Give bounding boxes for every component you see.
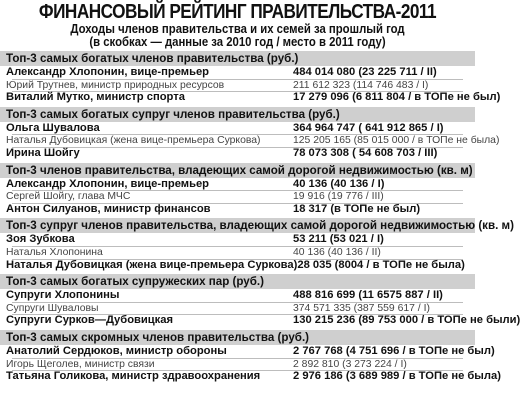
section-rows [0, 233, 475, 271]
table-row [6, 234, 469, 246]
row-name: Наталья Дубовицкая (жена вице-премьера Суркова) [6, 135, 261, 147]
page-title: ФИНАНСОВЫЙ РЕЙТИНГ ПРАВИТЕЛЬСТВА-2011 [38, 1, 437, 23]
section-heading: Топ-3 членов правительства, владеющих самой дорогой недвижимостью (кв. м) [0, 163, 475, 178]
row-name: Ольга Шувалова [6, 121, 100, 134]
row-name: Александр Хлопонин, вице-премьер [6, 66, 210, 78]
table-row [6, 303, 469, 315]
table-row [6, 148, 469, 160]
section-heading: Топ-3 самых скромных членов правительства (руб.) [0, 330, 475, 345]
row-value: 18 317 (в ТОПе не был) [293, 202, 421, 215]
table-row [6, 247, 469, 259]
row-name: Игорь Щеголев, министр связи [6, 358, 155, 370]
row-value: 53 211 (53 021 / I) [293, 233, 384, 246]
table-row [6, 344, 495, 358]
section-rows [0, 178, 475, 216]
row-name: Александр Хлопонин, вице-премьер [6, 177, 210, 190]
table-row [6, 191, 469, 203]
row-name: Супруги Хлопонины [6, 289, 120, 302]
section-rows [0, 344, 501, 383]
table-row [6, 67, 469, 79]
row-name: Супруги Шуваловы [6, 302, 99, 314]
row-value: 40 136 (40 136 / I) [293, 177, 385, 190]
table-row [6, 359, 469, 371]
table-row [6, 80, 469, 92]
row-name: Виталий Мутко, министр спорта [6, 91, 185, 104]
row-value: 374 571 335 (387 559 617 / I) [293, 302, 430, 314]
subtitle-line-1: Доходы членов правительства и их семей за прошлый год [70, 21, 405, 36]
row-name: Анатолий Сердюков, министр обороны [6, 344, 227, 357]
table-row [6, 91, 501, 104]
row-value: 364 964 747 ( 641 912 865 / I) [293, 121, 444, 134]
rating-sections [0, 51, 520, 383]
row-value: 2 767 768 (4 751 696 / в ТОПе не был) [293, 344, 495, 357]
row-value: 40 136 (40 136 / II) [293, 246, 381, 258]
section-heading: Топ-3 самых богатых супруг членов правительства (руб.) [0, 107, 475, 122]
row-name: Сергей Шойгу, глава МЧС [6, 191, 131, 203]
table-row [6, 123, 469, 135]
table-row [6, 135, 500, 147]
section-rows [0, 66, 501, 104]
row-name: Ирина Шойгу [6, 146, 80, 159]
row-name: Супруги Сурков—Дубовицкая [6, 314, 174, 327]
row-value: 2 892 810 (3 273 224 / I) [293, 358, 407, 370]
row-value: 28 035 (8004 / в ТОПе не была) [297, 258, 465, 271]
row-name: Антон Силуанов, министр финансов [6, 202, 211, 215]
row-value: 125 205 165 (85 015 000 / в ТОПе не была) [293, 135, 500, 147]
subtitle-line-2: (в скобках — данные за 2010 год / место в 2011 году) [89, 34, 386, 49]
section-heading: Топ-3 супруг членов правительства, владеющих самой дорогой недвижимостью (кв. м) [0, 218, 475, 233]
section-heading: Топ-3 самых богатых супружеских пар (руб.) [0, 274, 475, 289]
section-rows [0, 289, 520, 327]
section-heading: Топ-3 самых богатых членов правительства (руб.) [0, 51, 475, 66]
row-value: 78 073 308 ( 54 608 703 / III) [293, 146, 438, 159]
row-name: Зоя Зубкова [6, 233, 75, 246]
row-value: 19 916 (19 776 / III) [293, 191, 384, 203]
row-value: 130 215 236 (89 753 000 / в ТОПе не были) [293, 314, 520, 327]
row-name: Наталья Хлопонина [6, 246, 103, 258]
table-row [6, 260, 469, 272]
row-name: Юрий Трутнев, министр природных ресурсов [6, 79, 225, 91]
row-value: 2 976 186 (3 689 989 / в ТОПе не была) [293, 370, 501, 383]
row-value: 484 014 080 (23 225 711 / II) [293, 66, 437, 78]
header [0, 2, 475, 48]
row-name: Наталья Дубовицкая (жена вице-премьера Суркова) [6, 258, 298, 271]
row-value: 17 279 096 (6 811 804 / в ТОПе не был) [293, 91, 501, 104]
table-row [6, 314, 520, 327]
section-rows [0, 121, 500, 160]
table-row [6, 179, 469, 191]
row-value: 211 612 323 (114 746 483 / I) [293, 79, 429, 91]
table-row [6, 290, 469, 302]
row-value: 488 816 699 (11 6575 887 / II) [293, 289, 443, 302]
table-row [6, 204, 469, 216]
table-row [6, 370, 501, 383]
row-name: Татьяна Голикова, министр здравоохранения [6, 370, 261, 383]
